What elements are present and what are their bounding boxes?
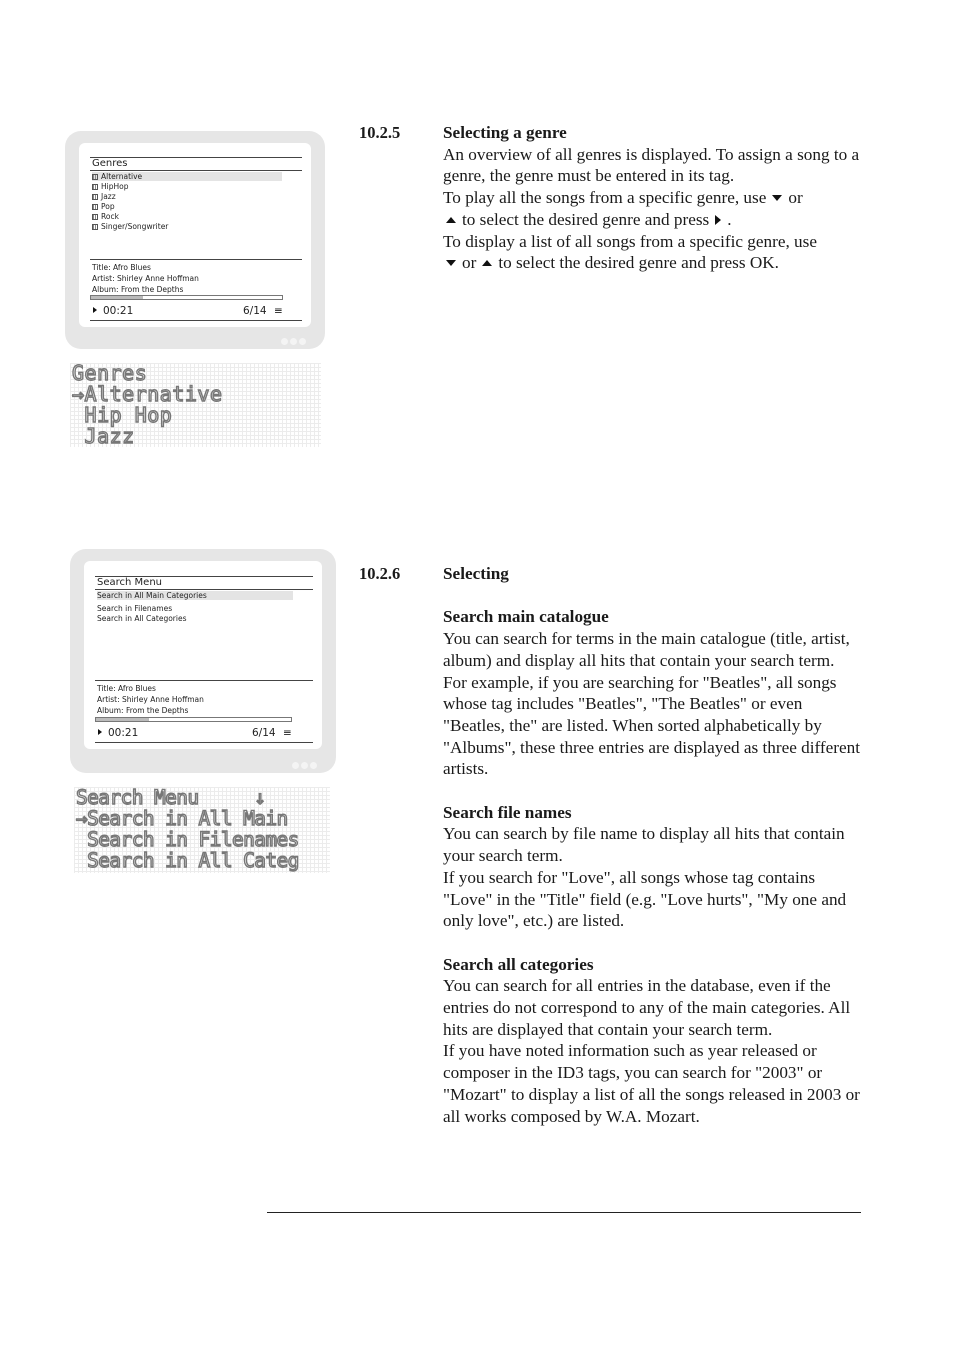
footer-rule <box>267 1212 861 1213</box>
info-album: Album: From the Depths <box>92 285 184 294</box>
subsection-heading: Search main catalogue <box>443 607 609 627</box>
footer-rule <box>95 742 313 743</box>
section-search <box>443 563 863 1127</box>
subsection-heading: Search file names <box>443 802 572 822</box>
info-artist: Artist: Shirley Anne Hoffman <box>97 695 204 704</box>
section-heading: Selecting <box>443 564 509 583</box>
genre-icon <box>92 214 98 220</box>
lcd-row: Search in All Categ <box>76 849 299 872</box>
lcd-row: Search Menu ↓ <box>76 786 266 809</box>
info-artist: Artist: Shirley Anne Hoffman <box>92 274 199 283</box>
player-status <box>98 727 296 739</box>
genres-device-screenshot <box>65 131 325 349</box>
paragraph: An overview of all genres is displayed. To assign a song to a genre, the genre must be entered in its tag. <box>443 144 860 186</box>
title-underline <box>90 170 302 171</box>
up-arrow-icon <box>482 260 492 266</box>
right-arrow-icon <box>715 215 721 225</box>
paragraph: To play all the songs from a specific genre, use or to select the desired genre and press . <box>443 188 803 229</box>
pager-dots <box>292 762 317 769</box>
info-title: Title: Afro Blues <box>92 263 151 272</box>
section-number: 10.2.5 <box>359 123 401 142</box>
progress-bar <box>95 717 292 722</box>
down-arrow-icon <box>446 260 456 266</box>
lcd-row: →Search in All Main <box>76 807 288 830</box>
lcd-row: Jazz <box>72 424 135 448</box>
pager-dots <box>281 338 306 345</box>
list-item[interactable]: HipHop <box>92 182 128 191</box>
footer-rule <box>90 320 302 321</box>
track-counter: 6/14 <box>243 305 267 317</box>
list-item[interactable]: Alternative <box>92 172 282 181</box>
track-counter: 6/14 <box>252 727 276 739</box>
title-underline <box>95 589 313 590</box>
paragraph: If you have noted information such as year released or composer in the ID3 tags, you can search for "2003" or "Mozart" to display a list of all the songs released in 2003 or all works composed by W.A. Mozart. <box>443 1041 860 1126</box>
progress-bar <box>90 295 283 300</box>
search-device-screenshot <box>70 549 336 773</box>
lcd-row: Search in Filenames <box>76 828 299 851</box>
section-number: 10.2.6 <box>359 564 401 583</box>
menu-icon: ≡ <box>274 305 283 317</box>
genre-icon <box>92 184 98 190</box>
lcd-row: Genres <box>72 361 148 385</box>
info-title: Title: Afro Blues <box>97 684 156 693</box>
search-lcd-display <box>74 787 330 873</box>
genre-icon <box>92 204 98 210</box>
lcd-row: Hip Hop <box>72 403 173 427</box>
paragraph: If you search for "Love", all songs whose tag contains "Love" in the "Title" field (e.g. "Love hurts", "My one and only love", etc.) are listed. <box>443 867 847 931</box>
down-arrow-icon <box>772 195 782 201</box>
info-rule <box>95 680 313 681</box>
paragraph: To display a list of all songs from a specific genre, use or to select the desired genre and press OK. <box>443 231 817 273</box>
screen-title: Genres <box>92 158 128 169</box>
track-info <box>97 683 204 716</box>
section-heading: Selecting a genre <box>443 123 567 142</box>
list-item[interactable]: Rock <box>92 212 119 221</box>
title-rule <box>90 157 302 158</box>
list-item[interactable]: Search in All Main Categories <box>97 591 293 600</box>
genres-screen <box>79 143 311 327</box>
paragraph: You can search for all entries in the database, even if the entries do not correspond to any of the main categories. All hits are displayed that contain your search term. <box>443 976 851 1039</box>
up-arrow-icon <box>446 217 456 223</box>
genre-icon <box>92 224 98 230</box>
player-status <box>93 305 285 317</box>
list-item[interactable]: Pop <box>92 202 115 211</box>
play-time: 00:21 <box>108 727 139 739</box>
subsection-heading: Search all categories <box>443 954 594 974</box>
play-time: 00:21 <box>103 305 134 317</box>
lcd-row: →Alternative <box>72 382 223 406</box>
play-icon <box>93 307 97 313</box>
paragraph: For example, if you are searching for "Beatles", all songs whose tag includes "Beatles", "The Beatles" or even "Beatles, the" are listed. When sorted alphabetically by "Albums", these three entries are displayed as three different artists. <box>443 672 860 779</box>
section-genre <box>443 122 863 274</box>
list-item[interactable]: Search in All Categories <box>97 614 187 623</box>
list-item[interactable]: Search in Filenames <box>97 604 173 613</box>
genre-icon <box>92 194 98 200</box>
genre-icon <box>92 174 98 180</box>
info-rule <box>90 259 302 260</box>
menu-icon: ≡ <box>283 727 292 739</box>
paragraph: You can search for terms in the main catalogue (title, artist, album) and display all hits that contain your search term. <box>443 629 850 670</box>
screen-title: Search Menu <box>97 577 162 588</box>
list-item[interactable]: Singer/Songwriter <box>92 222 168 231</box>
list-item[interactable]: Jazz <box>92 192 116 201</box>
paragraph: You can search by file name to display all hits that contain your search term. <box>443 824 845 866</box>
track-info <box>92 262 199 295</box>
info-album: Album: From the Depths <box>97 706 189 715</box>
play-icon <box>98 729 102 735</box>
search-screen <box>84 561 322 749</box>
genres-lcd-display <box>70 363 321 447</box>
